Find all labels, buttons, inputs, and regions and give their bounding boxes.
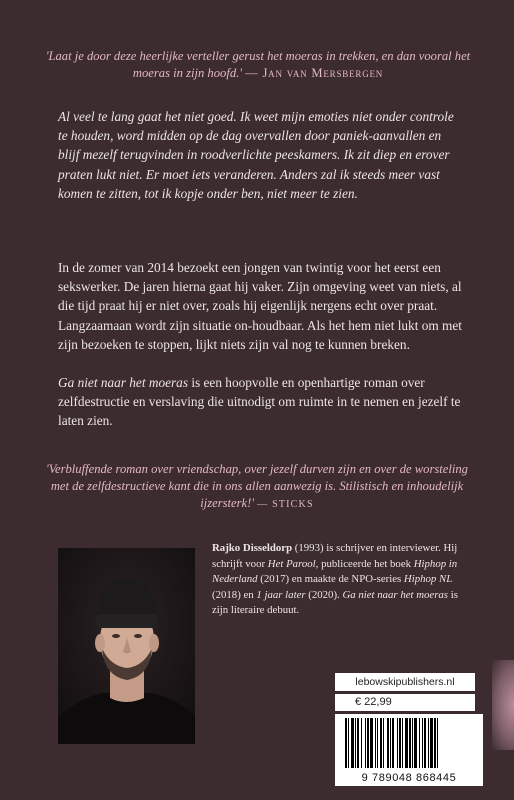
author-bio bbox=[212, 541, 474, 619]
barcode-bar bbox=[392, 718, 394, 768]
barcode-bar bbox=[399, 718, 401, 768]
barcode-bar bbox=[377, 718, 378, 768]
barcode-bar bbox=[419, 718, 420, 768]
decorative-edge bbox=[492, 660, 514, 750]
barcode-bar bbox=[434, 718, 436, 768]
isbn-barcode bbox=[335, 714, 483, 786]
book-title-inline: Ga niet naar het moeras bbox=[58, 375, 189, 390]
author-bio-debut-title: Ga niet naar het moeras bbox=[342, 588, 449, 601]
review-quote-top-text: 'Laat je door deze heerlijke verteller gerust het moeras in trekken, en dan vooral het moeras in zijn hoofd.' bbox=[45, 49, 471, 80]
author-bio-series: 1 jaar later bbox=[256, 588, 306, 601]
review-quote-top bbox=[30, 48, 486, 82]
review-quote-middle-text: 'Verbluffende roman over vriendschap, over jezelf durven zijn en over de worsteling met de zelfdestructieve kant die in ons allen aanwezig is. Stilistisch en inhoudelijk ijzersterk!' bbox=[46, 462, 468, 511]
barcode-bar bbox=[355, 718, 356, 768]
summary-paragraph bbox=[58, 373, 468, 431]
barcode-bar bbox=[383, 718, 384, 768]
author-bio-text: (2018) en bbox=[212, 588, 257, 601]
barcode-bar bbox=[412, 718, 413, 768]
barcode-bar bbox=[367, 718, 369, 768]
barcode-bar bbox=[402, 718, 403, 768]
intro-text: Al veel te lang gaat het niet goed. Ik weet mijn emoties niet onder controle te houden, word midden op de dag overvallen door paniek-aanvallen en blijf mezelf terugvinden in roodverlichte peeskamers. Ik zit diep en erover praten lukt niet. Er moet iets veranderen. Anders zal ik steeds meer vast komen te zitten, tot ik kopje onder ben, niet meer te zien. bbox=[58, 109, 454, 201]
barcode-bar bbox=[380, 718, 382, 768]
author-name: Rajko Disseldorp bbox=[212, 542, 293, 554]
barcode-bar bbox=[430, 718, 433, 768]
barcode-bar bbox=[370, 718, 373, 768]
barcode-bar bbox=[424, 718, 426, 768]
summary-paragraph-text: is een hoopvolle en openhartige roman over zelfdestructie en verslaving die uitnodigt om ruimte in te nemen en jezelf te laten zien. bbox=[58, 375, 461, 429]
barcode-bar bbox=[375, 718, 376, 768]
synopsis-paragraph: In de zomer van 2014 bezoekt een jongen van twintig voor het eerst een sekswerker. De jaren hierna gaat hij vaker. Zijn omgeving weet van niets, al die tijd praat hij er niet over, zoals hij eigenlijk nergens echt over praat. Langzaamaan wordt zijn situatie on-houdbaar. Als het hem niet lukt om met zijn bezoeken te stoppen, lijkt niets zijn val nog te kunnen breken. bbox=[58, 260, 462, 352]
barcode-bar bbox=[414, 718, 417, 768]
author-bio-text: (2017) en maakte de NPO-series bbox=[257, 573, 404, 586]
author-bio-text: , publiceerde het boek bbox=[315, 557, 414, 570]
author-bio-text: (1993) is schrijver en interviewer. Hij schrijft voor bbox=[212, 542, 458, 570]
barcode-bar bbox=[351, 718, 354, 768]
barcode-bar bbox=[361, 718, 362, 768]
author-photo bbox=[58, 548, 195, 744]
author-bio-book: Hiphop in Nederland bbox=[212, 557, 458, 586]
barcode-bar bbox=[397, 718, 398, 768]
barcode-bar bbox=[422, 718, 423, 768]
barcode-bar bbox=[437, 718, 438, 768]
author-portrait-image bbox=[58, 548, 195, 744]
barcode-bar bbox=[357, 718, 359, 768]
author-bio-text: (2020). bbox=[305, 588, 343, 601]
review-quote-middle-attribution: — STICKS bbox=[257, 499, 314, 511]
author-bio-series: Hiphop NL bbox=[403, 573, 453, 586]
barcode-bar bbox=[409, 718, 411, 768]
barcode-bar bbox=[345, 718, 347, 768]
barcode-bar bbox=[365, 718, 366, 768]
review-quote-top-attribution: — Jan van Mersbergen bbox=[245, 66, 384, 80]
barcode-bar bbox=[348, 718, 349, 768]
barcode-bar bbox=[387, 718, 389, 768]
isbn-number: 9 789048 868445 bbox=[361, 772, 457, 784]
publisher-url-label: lebowskipublishers.nl bbox=[335, 673, 475, 691]
review-quote-middle bbox=[44, 461, 470, 514]
price-label: € 22,99 bbox=[335, 694, 475, 711]
author-bio-newspaper: Het Parool bbox=[267, 557, 316, 570]
barcode-bar bbox=[405, 718, 408, 768]
barcode-bar bbox=[390, 718, 391, 768]
barcode-bar bbox=[428, 718, 429, 768]
barcode-icon bbox=[339, 718, 479, 768]
author-bio-text: is zijn literaire debuut. bbox=[212, 588, 458, 617]
